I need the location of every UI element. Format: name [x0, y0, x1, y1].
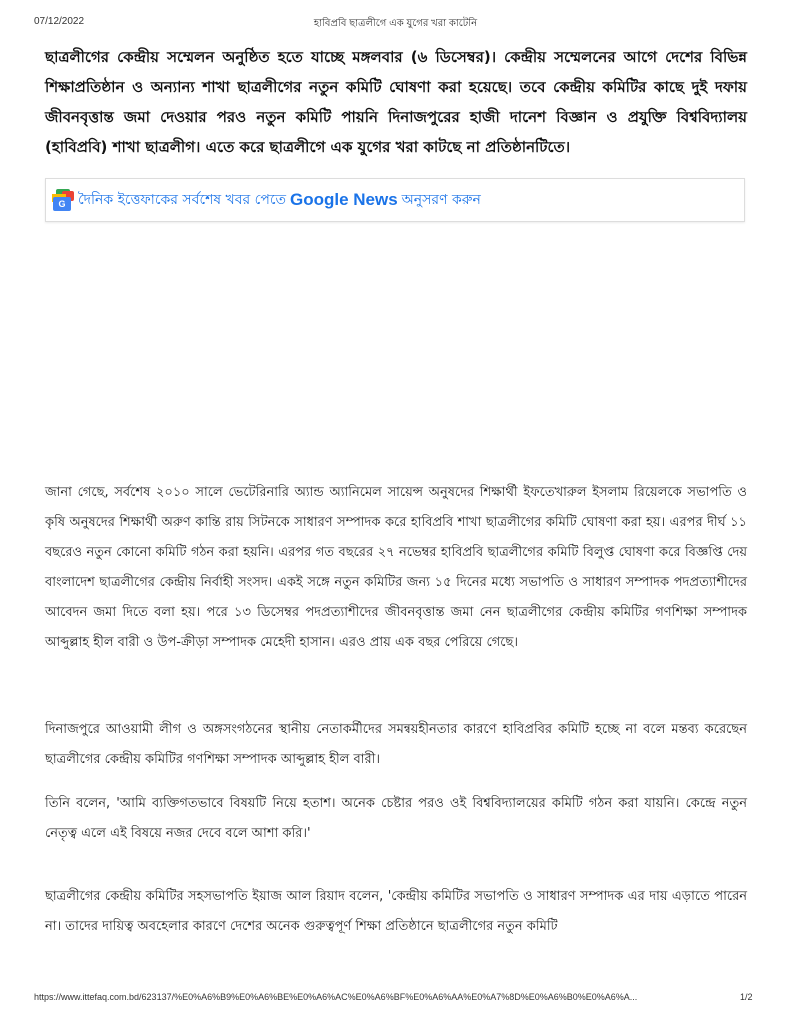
print-title: হাবিপ্রবি ছাত্রলীগে এক যুগের খরা কাটেনি [313, 18, 478, 29]
article-lead: ছাত্রলীগের কেন্দ্রীয় সম্মেলন অনুষ্ঠিত হতে যাচ্ছে মঙ্গলবার (৬ ডিসেম্বর)। কেন্দ্রীয় সম্মেলনের আগে দেশের বিভিন্ন শিক্ষাপ্রতিষ্ঠান ও অন্যান্য শাখা ছাত্রলীগের নতুন কমিটি ঘোষণা করা হয়েছে। তবে কেন্দ্রীয় কমিটির কাছে দুই দফায় জীবনবৃত্তান্ত জমা দেওয়ার পরও নতুন কমিটি পায়নি দিনাজপুরের হাজী দানেশ বিজ্ঞান ও প্রযুক্তি বিশ্ববিদ্যালয় (হাবিপ্রবি) শাখা ছাত্রলীগ। এতে করে ছাত্রলীগে এক যুগের খরা কাটছে না প্রতিষ্ঠানটিতে। [45, 48, 747, 156]
article-paragraph: তিনি বলেন, 'আমি ব্যক্তিগতভাবে বিষয়টি নিয়ে হতাশ। অনেক চেষ্টার পরও ওই বিশ্ববিদ্যালয়ের কমিটি গঠন করা যায়নি। কেন্দ্রে নতুন নেতৃত্ব এলে এই বিষয়ে নজর দেবে বলে আশা করি।' [45, 796, 747, 841]
print-url: https://www.ittefaq.com.bd/623137/%E0%A6%B9%E0%A6%BE%E0%A6%AC%E0%A6%BF%E0%A6%AA%E0%A7%8D%E0%A6%B0%E0%A6%A... [34, 992, 638, 1002]
article-paragraph: দিনাজপুরে আওয়ামী লীগ ও অঙ্গসংগঠনের স্থানীয় নেতাকর্মীদের সমন্বয়হীনতার কারণে হাবিপ্রবির কমিটি হচ্ছে না বলে মন্তব্য করেছেন ছাত্রলীগের কেন্দ্রীয় কমিটির গণশিক্ষা সম্পাদক আব্দুল্লাহ হীল বারী। [45, 722, 747, 767]
google-news-follow-link[interactable] [45, 178, 745, 222]
google-news-suffix: অনুসরণ করুন [401, 192, 481, 208]
google-news-prefix: দৈনিক ইত্তেফাকের সর্বশেষ খবর পেতে [78, 192, 286, 208]
page-number: 1/2 [740, 992, 753, 1002]
article-paragraph: ছাত্রলীগের কেন্দ্রীয় কমিটির সহসভাপতি ইয়াজ আল রিয়াদ বলেন, 'কেন্দ্রীয় কমিটির সভাপতি ও সাধারণ সম্পাদক এর দায় এড়াতে পারেন না। তাদের দায়িত্ব অবহেলার কারণে দেশের অনেক গুরুত্বপূর্ণ শিক্ষা প্রতিষ্ঠানে ছাত্রলীগের নতুন কমিটি [45, 889, 747, 934]
article-paragraph: জানা গেছে, সর্বশেষ ২০১০ সালে ভেটেরিনারি অ্যান্ড অ্যানিমেল সায়েন্স অনুষদের শিক্ষার্থী ইফতেখারুল ইসলাম রিয়েলকে সভাপতি ও কৃষি অনুষদের শিক্ষার্থী অরুণ কান্তি রায় সিটনকে সাধারণ সম্পাদক করে হাবিপ্রবি শাখা ছাত্রলীগের কমিটি ঘোষণা করা হয়। এরপর দীর্ঘ ১১ বছরেও নতুন কোনো কমিটি গঠন করা হয়নি। এরপর গত বছরের ২৭ নভেম্বর হাবিপ্রবি ছাত্রলীগের কমিটি বিলুপ্ত ঘোষণা করে বিজ্ঞপ্তি দেয় বাংলাদেশ ছাত্রলীগের কেন্দ্রীয় নির্বাহী সংসদ। একই সঙ্গে নতুন কমিটির জন্য ১৫ দিনের মধ্যে সভাপতি ও সাধারণ সম্পাদক পদপ্রত্যাশীদের আবেদন জমা দিতে বলা হয়। পরে ১৩ ডিসেম্বর পদপ্রত্যাশীদের জীবনবৃত্তান্ত জমা নেন ছাত্রলীগের কেন্দ্রীয় কমিটির গণশিক্ষা সম্পাদক আব্দুল্লাহ হীল বারী ও উপ-ক্রীড়া সম্পাদক মেহেদী হাসান। এরও প্রায় এক বছর পেরিয়ে গেছে। [45, 485, 747, 650]
print-date: 07/12/2022 [34, 16, 85, 27]
google-news-brand: Google News [289, 190, 398, 209]
google-news-icon: G [52, 189, 74, 211]
